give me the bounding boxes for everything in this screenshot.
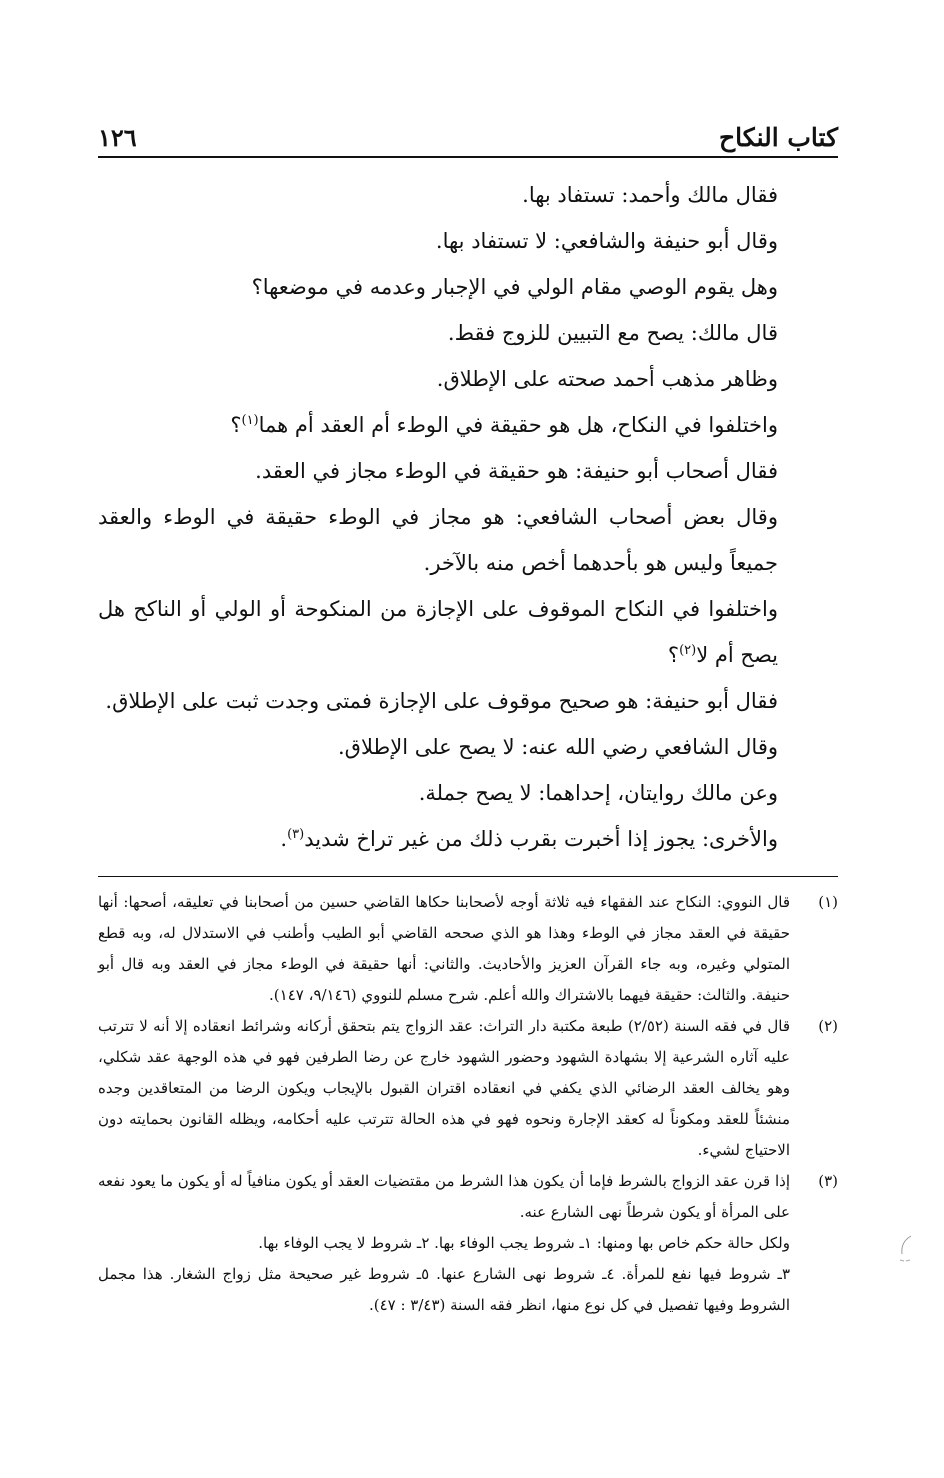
main-text	[98, 172, 838, 862]
paragraph: قال مالك: يصح مع التبيين للزوج فقط.	[447, 321, 778, 345]
footnote-text: قال النووي: النكاح عند الفقهاء فيه ثلاثة أوجه لأصحابنا حكاها القاضي حسين من أصحابنا في تعليقه، أصحها: أنها حقيقة في العقد مجاز في الوطء وهذا هو الذي صححه القاضي أبو الطيب وأطنب في الاستدلال له، وبه قطع المتولي وغيره، وبه جاء القرآن العزيز والأحاديث. والثاني: أنها حقيقة في الوطء مجاز في العقد وبه قال أبو حنيفة. والثالث: حقيقة فيهما بالاشتراك والله أعلم. شرح مسلم للنووي (٩/١٤٦، ١٤٧).	[98, 893, 790, 1004]
footnote-2	[98, 1011, 838, 1166]
paragraph-text: واختلفوا في النكاح الموقوف على الإجازة من المنكوحة أو الولي أو الناكح هل يصح أم لا	[98, 597, 778, 667]
paragraph-punct: .	[280, 827, 288, 851]
paragraph-punct: ؟	[230, 413, 242, 437]
footnotes	[98, 876, 838, 1321]
footnote-text: إذا قرن عقد الزواج بالشرط فإما أن يكون هذا الشرط من مقتضيات العقد أو يكون منافياً له أو يكون ما يعود نفعه على المرأة أو يكون شرطاً نهى الشارع عنه.	[98, 1172, 790, 1221]
paragraph	[98, 586, 838, 678]
footnote-line: ٣ـ شروط فيها نفع للمرأة. ٤ـ شروط نهى الشارع عنها. ٥ـ شروط غير صحيحة مثل زواج الشغار. هذا مجمل الشروط وفيها تفصيل في كل نوع منها، انظر فقه السنة (٣/٤٣ : ٤٧).	[98, 1265, 790, 1314]
paragraph-punct: ؟	[667, 643, 680, 667]
paragraph: فقال أصحاب أبو حنيفة: هو حقيقة في الوطء مجاز في العقد.	[255, 459, 778, 483]
paragraph-text: والأخرى: يجوز إذا أخبرت بقرب ذلك من غير تراخ شديد	[304, 827, 778, 851]
paragraph: وظاهر مذهب أحمد صحته على الإطلاق.	[436, 367, 778, 391]
paragraph: وهل يقوم الوصي مقام الولي في الإجبار وعدمه في موضعها؟	[251, 275, 778, 299]
footnote-3-continuation	[98, 1228, 838, 1321]
footnote-number: (١)	[818, 893, 838, 911]
page-number: ١٢٦	[98, 123, 137, 152]
footnote-number: (٣)	[818, 1172, 838, 1190]
footnote-ref[interactable]: (٢)	[679, 643, 697, 658]
paragraph-text: واختلفوا في النكاح، هل هو حقيقة في الوطء أم العقد أم هما	[258, 413, 778, 437]
footnote-line: ولكل حالة حكم خاص بها ومنها: ١ـ شروط يجب الوفاء بها. ٢ـ شروط لا يجب الوفاء بها.	[258, 1234, 790, 1252]
footnote-text: قال في فقه السنة (٢/٥٢) طبعة مكتبة دار التراث: عقد الزواج يتم بتحقق أركانه وشرائط انعقاده إلا أنه لا تترتب عليه آثاره الشرعية إلا بشهادة الشهود وحضور الشهود خارج عن رضا الطرفين فهو في هذه الوجهة عقد شكلي، وهو يخالف العقد الرضائي الذي يكفي في انعقاده اقتران القبول بالإيجاب ويكون الرضا من المتعاقدين وجده منشئاً للعقد ومكوناً له كعقد الإجارة ونحوه فهو في هذه الحالة تترتب عليه أحكامه، ويظله القانون بحمايته دون الاحتياج لشيء.	[98, 1017, 790, 1159]
paragraph: فقال مالك وأحمد: تستفاد بها.	[522, 183, 778, 207]
paragraph: وقال أبو حنيفة والشافعي: لا تستفاد بها.	[435, 229, 778, 253]
paragraph	[98, 816, 838, 862]
footnote-ref[interactable]: (١)	[241, 413, 259, 428]
running-title: كتاب النكاح	[719, 123, 838, 152]
footnote-1	[98, 887, 838, 1011]
paragraph: وقال الشافعي رضي الله عنه: لا يصح على الإطلاق.	[338, 735, 778, 759]
margin-pencil-mark	[898, 1234, 914, 1264]
paragraph: وقال بعض أصحاب الشافعي: هو مجاز في الوطء حقيقة في الوطء والعقد جميعاً وليس هو بأحدهما أخص منه بالآخر.	[98, 505, 778, 575]
paragraph: فقال أبو حنيفة: هو صحيح موقوف على الإجازة فمتى وجدت ثبت على الإطلاق.	[105, 689, 778, 713]
footnote-number: (٢)	[818, 1017, 838, 1035]
footnote-ref[interactable]: (٣)	[287, 827, 305, 842]
paragraph: وعن مالك روايتان، إحداهما: لا يصح جملة.	[418, 781, 778, 805]
footnote-3	[98, 1166, 838, 1228]
page-header	[98, 112, 838, 158]
book-page	[98, 112, 838, 1321]
paragraph	[98, 402, 838, 448]
